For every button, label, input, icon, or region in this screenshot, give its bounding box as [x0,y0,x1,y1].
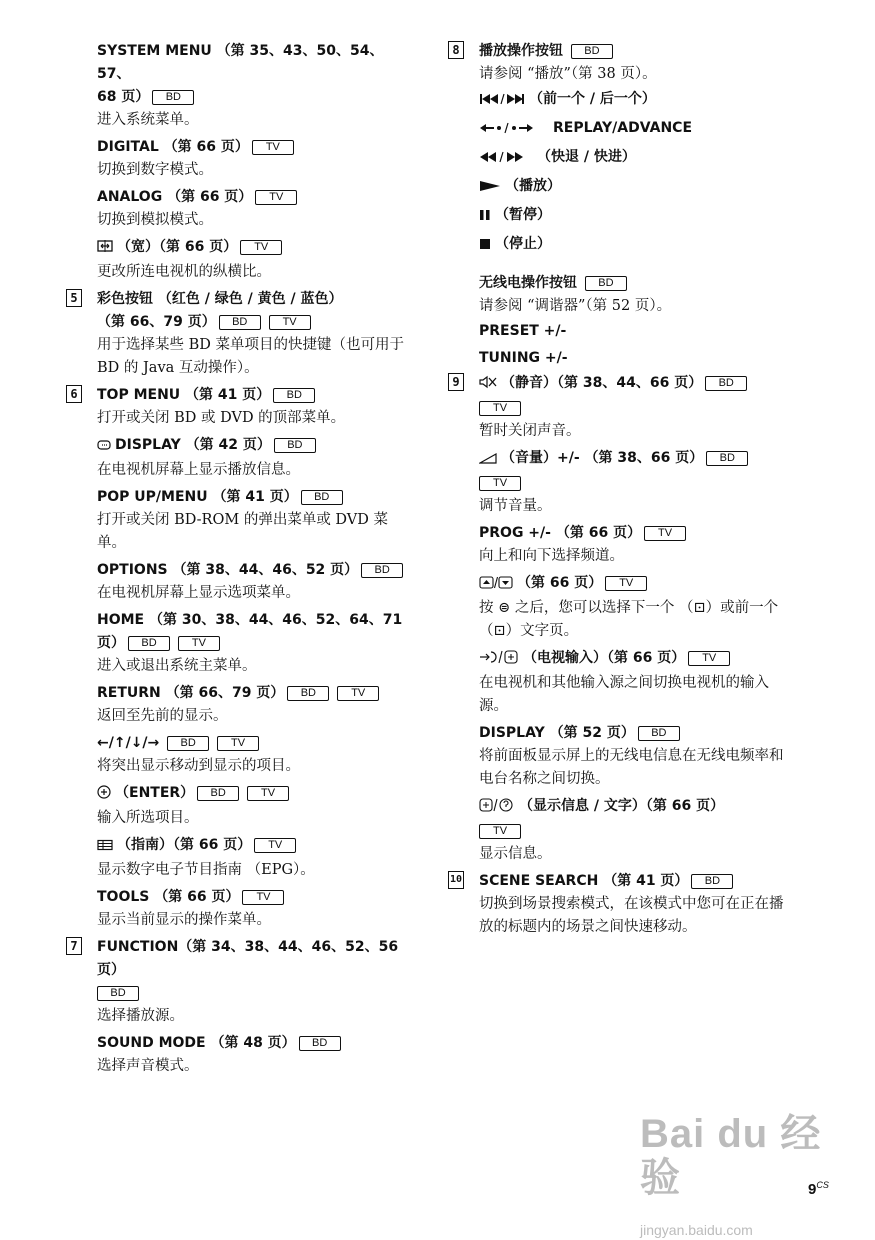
page-number-value: 9 [808,1181,817,1198]
display-desc: 在电视机屏幕上显示播放信息。 [97,462,300,478]
tv-badge: TV [644,526,686,541]
bd-badge: BD [691,874,733,889]
watermark [640,1112,840,1238]
display-radio-desc: 将前面板显示屏上的无线电信息在无线电频率和电台名称之间切换。 [479,748,784,787]
bd-badge: BD [128,636,170,651]
display-icon [97,436,111,459]
control-pause [479,202,793,231]
bd-badge: BD [152,90,194,105]
item-number: 5 [66,289,82,307]
digital-title: DIGITAL （第 66 页） [97,139,249,155]
play-icon [479,175,501,202]
bd-badge: BD [361,563,403,578]
left-column [66,40,411,1082]
entry-mute [479,372,793,443]
system-menu-title: SYSTEM MENU （第 35、43、50、54、57、 [97,43,384,82]
mute-title: （静音）（第 38、44、66 页） [501,375,703,391]
wide-desc: 更改所连电视机的纵横比。 [97,264,271,280]
scene-search-desc: 切换到场景搜索模式，在该模式中您可在正在播放的标题内的场景之间快速移动。 [479,896,784,935]
home-title: HOME （第 30、38、44、46、52、64、71 [97,612,403,628]
color-buttons-desc: 用于选择某些 BD 菜单项目的快捷键（也可用于 BD 的 Java 互动操作）。 [97,337,404,376]
entry-color-buttons [97,288,411,380]
system-menu-title-2: 68 页） [97,89,150,105]
page-suffix: CS [816,1180,829,1190]
prog-title: PROG +/- （第 66 页） [479,525,642,541]
bd-badge: BD [97,986,139,1001]
entry-text-page [479,572,793,643]
info-icon [479,797,515,820]
play-label: （播放） [505,178,561,194]
entry-tv-input [479,647,793,718]
control-prev-next [479,86,793,115]
home-desc: 进入或退出系统主菜单。 [97,658,257,674]
tv-input-desc: 在电视机和其他输入源之间切换电视机的输入源。 [479,675,769,714]
entry-digital [97,136,411,182]
playback-buttons-desc: 请参阅 “播放”（第 38 页）。 [479,66,657,82]
tv-badge: TV [254,838,296,853]
mute-desc: 暂时关闭声音。 [479,423,581,439]
entry-info [479,795,793,866]
tv-badge: TV [269,315,311,330]
function-title: FUNCTION（第 34、38、44、46、52、56 页） [97,939,399,978]
item-10 [448,870,793,939]
tv-badge: TV [337,686,379,701]
control-stop [479,231,793,260]
bd-badge: BD [287,686,329,701]
bd-badge: BD [219,315,261,330]
home-title-2: 页） [97,635,125,651]
bd-badge: BD [301,490,343,505]
item-9 [448,372,793,866]
wide-icon [97,238,113,261]
volume-desc: 调节音量。 [479,498,552,514]
entry-display [97,434,411,482]
bd-badge: BD [705,376,747,391]
tv-badge: TV [605,576,647,591]
bd-badge: BD [638,726,680,741]
tv-input-title: （电视输入）（第 66 页） [523,650,686,666]
entry-home [97,609,411,678]
tv-badge: TV [479,824,521,839]
entry-volume [479,447,793,518]
watermark-logo: Bai du 经验 [640,1112,822,1200]
entry-sound-mode [97,1032,411,1078]
sound-mode-title: SOUND MODE （第 48 页） [97,1035,296,1051]
guide-icon [97,836,113,859]
enter-title: （ENTER） [115,785,195,801]
popup-title: POP UP/MENU （第 41 页） [97,489,298,505]
volume-title: （音量）+/- （第 38、66 页） [501,450,704,466]
entry-options [97,559,411,605]
tools-desc: 显示当前显示的操作菜单。 [97,912,271,928]
wide-title: （宽）（第 66 页） [117,239,238,255]
entry-scene-search [479,870,793,939]
replay-advance-label: REPLAY/ADVANCE [553,120,693,136]
bd-badge: BD [197,786,239,801]
pause-label: （暂停） [495,207,551,223]
stop-label: （停止） [495,236,551,252]
entry-guide [97,834,411,882]
info-title: （显示信息 / 文字）（第 66 页） [519,798,725,814]
replay-advance-icon [479,117,549,144]
item-4-continued [66,40,411,284]
arrows-title: ←/↑/↓/→ [97,735,160,751]
control-replay-advance [479,115,793,144]
tv-badge: TV [255,190,297,205]
radio-buttons-desc: 请参阅 “调谐器”（第 52 页）。 [479,298,672,314]
color-buttons-title: 彩色按钮 （红色 / 绿色 / 黄色 / 蓝色） [97,291,343,307]
sound-mode-desc: 选择声音模式。 [97,1058,199,1074]
entry-tools [97,886,411,932]
function-desc: 选择播放源。 [97,1008,184,1024]
bd-badge: BD [167,736,209,751]
popup-desc: 打开或关闭 BD-ROM 的弹出菜单或 DVD 菜单。 [97,512,389,551]
entry-enter [97,782,411,830]
prog-desc: 向上和向下选择频道。 [479,548,624,564]
tv-badge: TV [240,240,282,255]
top-menu-desc: 打开或关闭 BD 或 DVD 的顶部菜单。 [97,410,346,426]
display-radio-title: DISPLAY （第 52 页） [479,725,635,741]
tv-badge: TV [247,786,289,801]
volume-icon [479,449,497,472]
enter-desc: 输入所选项目。 [97,810,199,826]
entry-wide [97,236,411,284]
tv-badge: TV [242,890,284,905]
system-menu-desc: 进入系统菜单。 [97,112,199,128]
item-8 [448,40,793,372]
pause-icon [479,204,491,231]
text-page-desc: 按 ⊜ 之后，您可以选择下一个 （⊡）或前一个 （⊡）文字页。 [479,600,779,639]
tv-badge: TV [217,736,259,751]
tuning-label: TUNING +/- [479,350,568,366]
stop-icon [479,233,491,260]
entry-prog [479,522,793,568]
top-menu-title: TOP MENU （第 41 页） [97,387,271,403]
bd-badge: BD [273,388,315,403]
entry-analog [97,186,411,232]
tv-badge: TV [688,651,730,666]
entry-function [97,936,411,1028]
tv-input-icon [479,649,519,672]
control-rew-ff [479,144,793,173]
rew-ff-label: （快退 / 快进） [537,149,636,165]
text-page-title: （第 66 页） [517,575,603,591]
tv-badge: TV [178,636,220,651]
bd-badge: BD [706,451,748,466]
return-desc: 返回至先前的显示。 [97,708,228,724]
entry-top-menu [97,384,411,430]
entry-system-menu [97,40,411,132]
right-column [448,40,793,943]
playback-buttons-title: 播放操作按钮 [479,43,563,59]
enter-icon [97,784,111,807]
arrows-desc: 将突出显示移动到显示的项目。 [97,758,300,774]
analog-title: ANALOG （第 66 页） [97,189,253,205]
tools-title: TOOLS （第 66 页） [97,889,240,905]
guide-title: （指南）（第 66 页） [117,837,252,853]
rew-ff-icon [479,146,533,173]
watermark-url: jingyan.baidu.com [640,1222,753,1238]
tv-badge: TV [252,140,294,155]
control-play [479,173,793,202]
preset-label: PRESET +/- [479,323,567,339]
item-6 [66,384,411,932]
options-desc: 在电视机屏幕上显示选项菜单。 [97,585,300,601]
scene-search-title: SCENE SEARCH （第 41 页） [479,873,689,889]
return-title: RETURN （第 66、79 页） [97,685,285,701]
entry-arrows [97,732,411,778]
mute-icon [479,374,497,397]
item-5 [66,288,411,380]
prev-next-label: （前一个 / 后一个） [529,91,656,107]
item-number: 9 [448,373,464,391]
analog-desc: 切换到模拟模式。 [97,212,213,228]
entry-return [97,682,411,728]
entry-popup-menu [97,486,411,555]
tv-badge: TV [479,476,521,491]
prev-next-icon [479,88,525,115]
digital-desc: 切换到数字模式。 [97,162,213,178]
options-title: OPTIONS （第 38、44、46、52 页） [97,562,359,578]
item-7 [66,936,411,1078]
info-desc: 显示信息。 [479,846,552,862]
text-page-icon [479,574,513,597]
entry-display-radio [479,722,793,791]
bd-badge: BD [585,276,627,291]
item-number: 6 [66,385,82,403]
tv-badge: TV [479,401,521,416]
item-number: 7 [66,937,82,955]
page-number [808,1180,829,1198]
bd-badge: BD [571,44,613,59]
bd-badge: BD [299,1036,341,1051]
bd-badge: BD [274,438,316,453]
item-number: 8 [448,41,464,59]
item-number: 10 [448,871,464,889]
radio-buttons-title: 无线电操作按钮 [479,275,577,291]
guide-desc: 显示数字电子节目指南 （EPG）。 [97,862,315,878]
color-buttons-title-2: （第 66、79 页） [97,314,216,330]
display-title: DISPLAY （第 42 页） [115,437,271,453]
